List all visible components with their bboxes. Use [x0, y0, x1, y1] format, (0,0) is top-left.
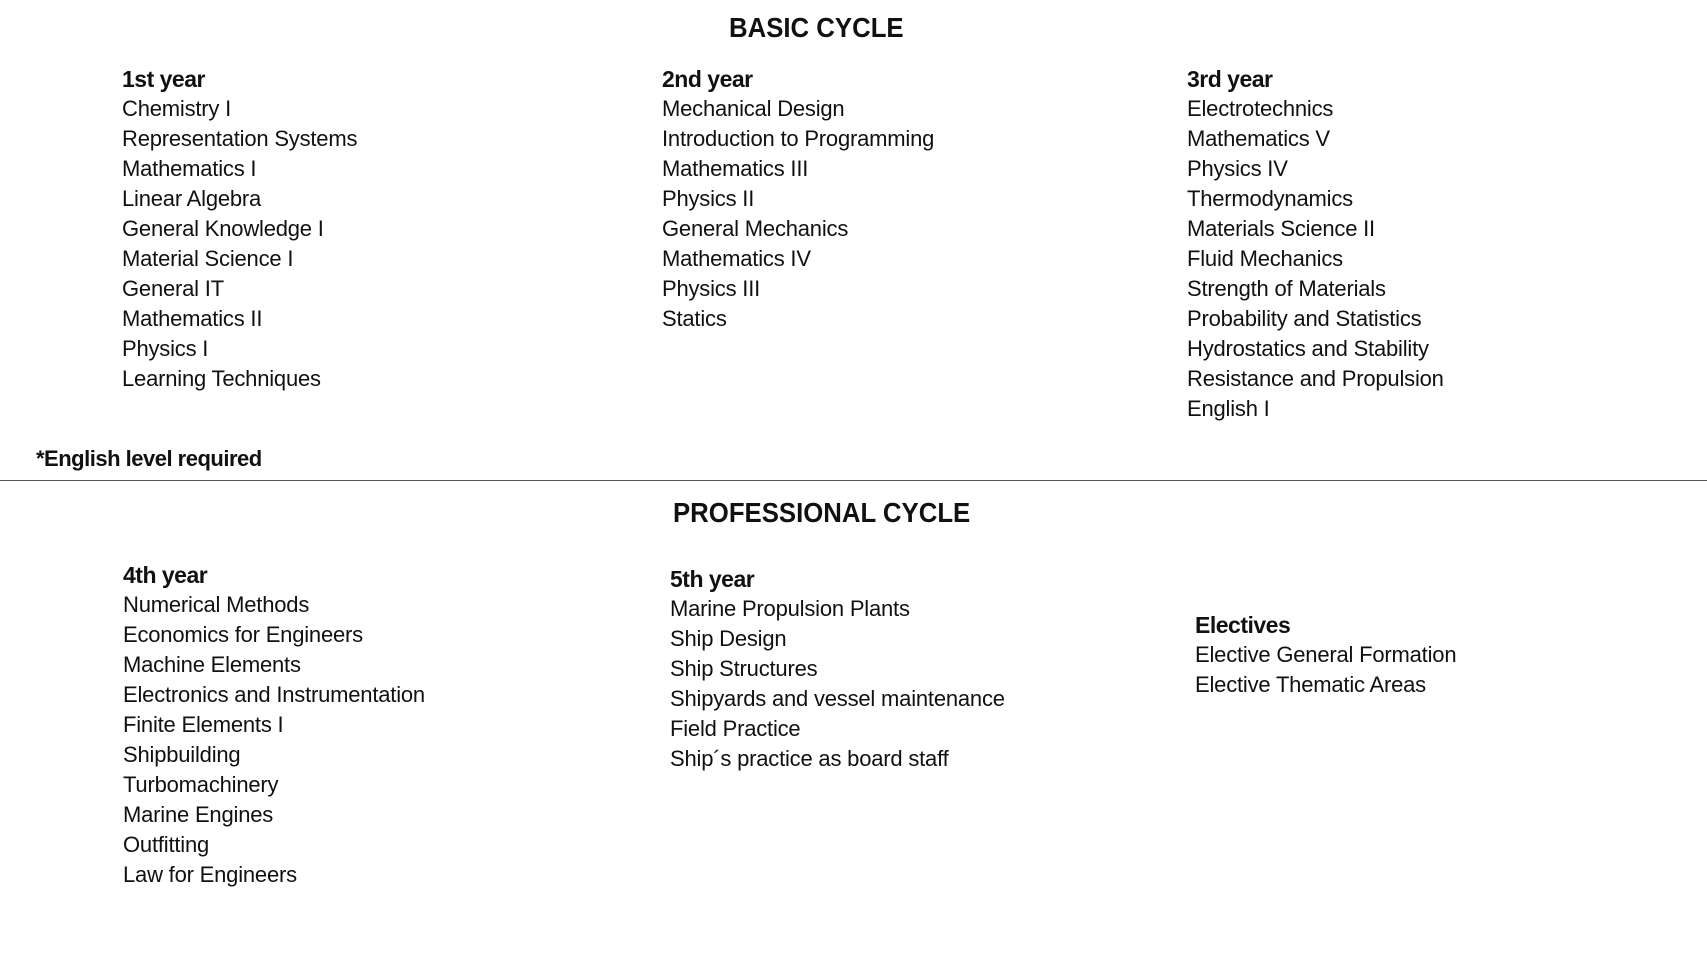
course-item: Mechanical Design: [662, 96, 845, 121]
course-item: Finite Elements I: [123, 712, 284, 737]
english-requirement-note: *English level required: [36, 446, 262, 471]
course-list: [662, 94, 934, 334]
course-item: Materials Science II: [1187, 216, 1375, 241]
course-item: General IT: [122, 276, 224, 301]
course-item: Physics I: [122, 336, 209, 361]
year-heading: 3rd year: [1187, 66, 1273, 92]
course-item: Physics III: [662, 276, 761, 301]
course-list: [122, 94, 357, 394]
course-item: General Mechanics: [662, 216, 849, 241]
electives-column: [1195, 610, 1456, 700]
year-heading: 1st year: [122, 66, 205, 92]
course-item: Law for Engineers: [123, 862, 297, 887]
course-item: Economics for Engineers: [123, 622, 363, 647]
course-item: Mathematics III: [662, 156, 809, 181]
course-item: Statics: [662, 306, 727, 331]
electives-heading: Electives: [1195, 612, 1291, 638]
course-item: Numerical Methods: [123, 592, 310, 617]
course-item: Marine Propulsion Plants: [670, 596, 910, 621]
course-item: Strength of Materials: [1187, 276, 1386, 301]
course-item: Mathematics IV: [662, 246, 811, 271]
course-item: Machine Elements: [123, 652, 301, 677]
year-column-2nd: [662, 64, 934, 334]
course-item: Mathematics V: [1187, 126, 1330, 151]
course-item: Field Practice: [670, 716, 801, 741]
course-item: Mathematics I: [122, 156, 257, 181]
course-item: Marine Engines: [123, 802, 274, 827]
course-item: Fluid Mechanics: [1187, 246, 1343, 271]
section-divider: [0, 480, 1707, 481]
course-item: Turbomachinery: [123, 772, 279, 797]
course-item: English I: [1187, 396, 1270, 421]
course-item: Outfitting: [123, 832, 210, 857]
course-list: [670, 594, 1005, 774]
course-list: [1195, 640, 1456, 700]
course-list: [123, 590, 425, 890]
course-item: Representation Systems: [122, 126, 358, 151]
year-heading: 2nd year: [662, 66, 753, 92]
course-item: General Knowledge I: [122, 216, 324, 241]
year-column-5th: [670, 564, 1005, 774]
course-item: Probability and Statistics: [1187, 306, 1422, 331]
year-column-4th: [123, 560, 425, 890]
course-item: Elective General Formation: [1195, 642, 1457, 667]
professional-cycle-title: PROFESSIONAL CYCLE: [673, 497, 971, 528]
course-item: Introduction to Programming: [662, 126, 935, 151]
course-item: Physics II: [662, 186, 755, 211]
course-item: Linear Algebra: [122, 186, 262, 211]
year-heading: 4th year: [123, 562, 208, 588]
course-item: Ship´s practice as board staff: [670, 746, 949, 771]
basic-cycle-title: BASIC CYCLE: [729, 12, 904, 43]
course-list: [1187, 94, 1444, 424]
course-item: Ship Design: [670, 626, 787, 651]
course-item: Electronics and Instrumentation: [123, 682, 425, 707]
course-item: Resistance and Propulsion: [1187, 366, 1444, 391]
course-item: Shipyards and vessel maintenance: [670, 686, 1005, 711]
course-item: Ship Structures: [670, 656, 818, 681]
year-column-3rd: [1187, 64, 1444, 424]
course-item: Learning Techniques: [122, 366, 321, 391]
course-item: Elective Thematic Areas: [1195, 672, 1426, 697]
course-item: Chemistry I: [122, 96, 232, 121]
course-item: Hydrostatics and Stability: [1187, 336, 1429, 361]
course-item: Material Science I: [122, 246, 294, 271]
year-column-1st: [122, 64, 357, 394]
course-item: Mathematics II: [122, 306, 263, 331]
year-heading: 5th year: [670, 566, 755, 592]
course-item: Physics IV: [1187, 156, 1288, 181]
course-item: Electrotechnics: [1187, 96, 1334, 121]
course-item: Shipbuilding: [123, 742, 241, 767]
course-item: Thermodynamics: [1187, 186, 1353, 211]
